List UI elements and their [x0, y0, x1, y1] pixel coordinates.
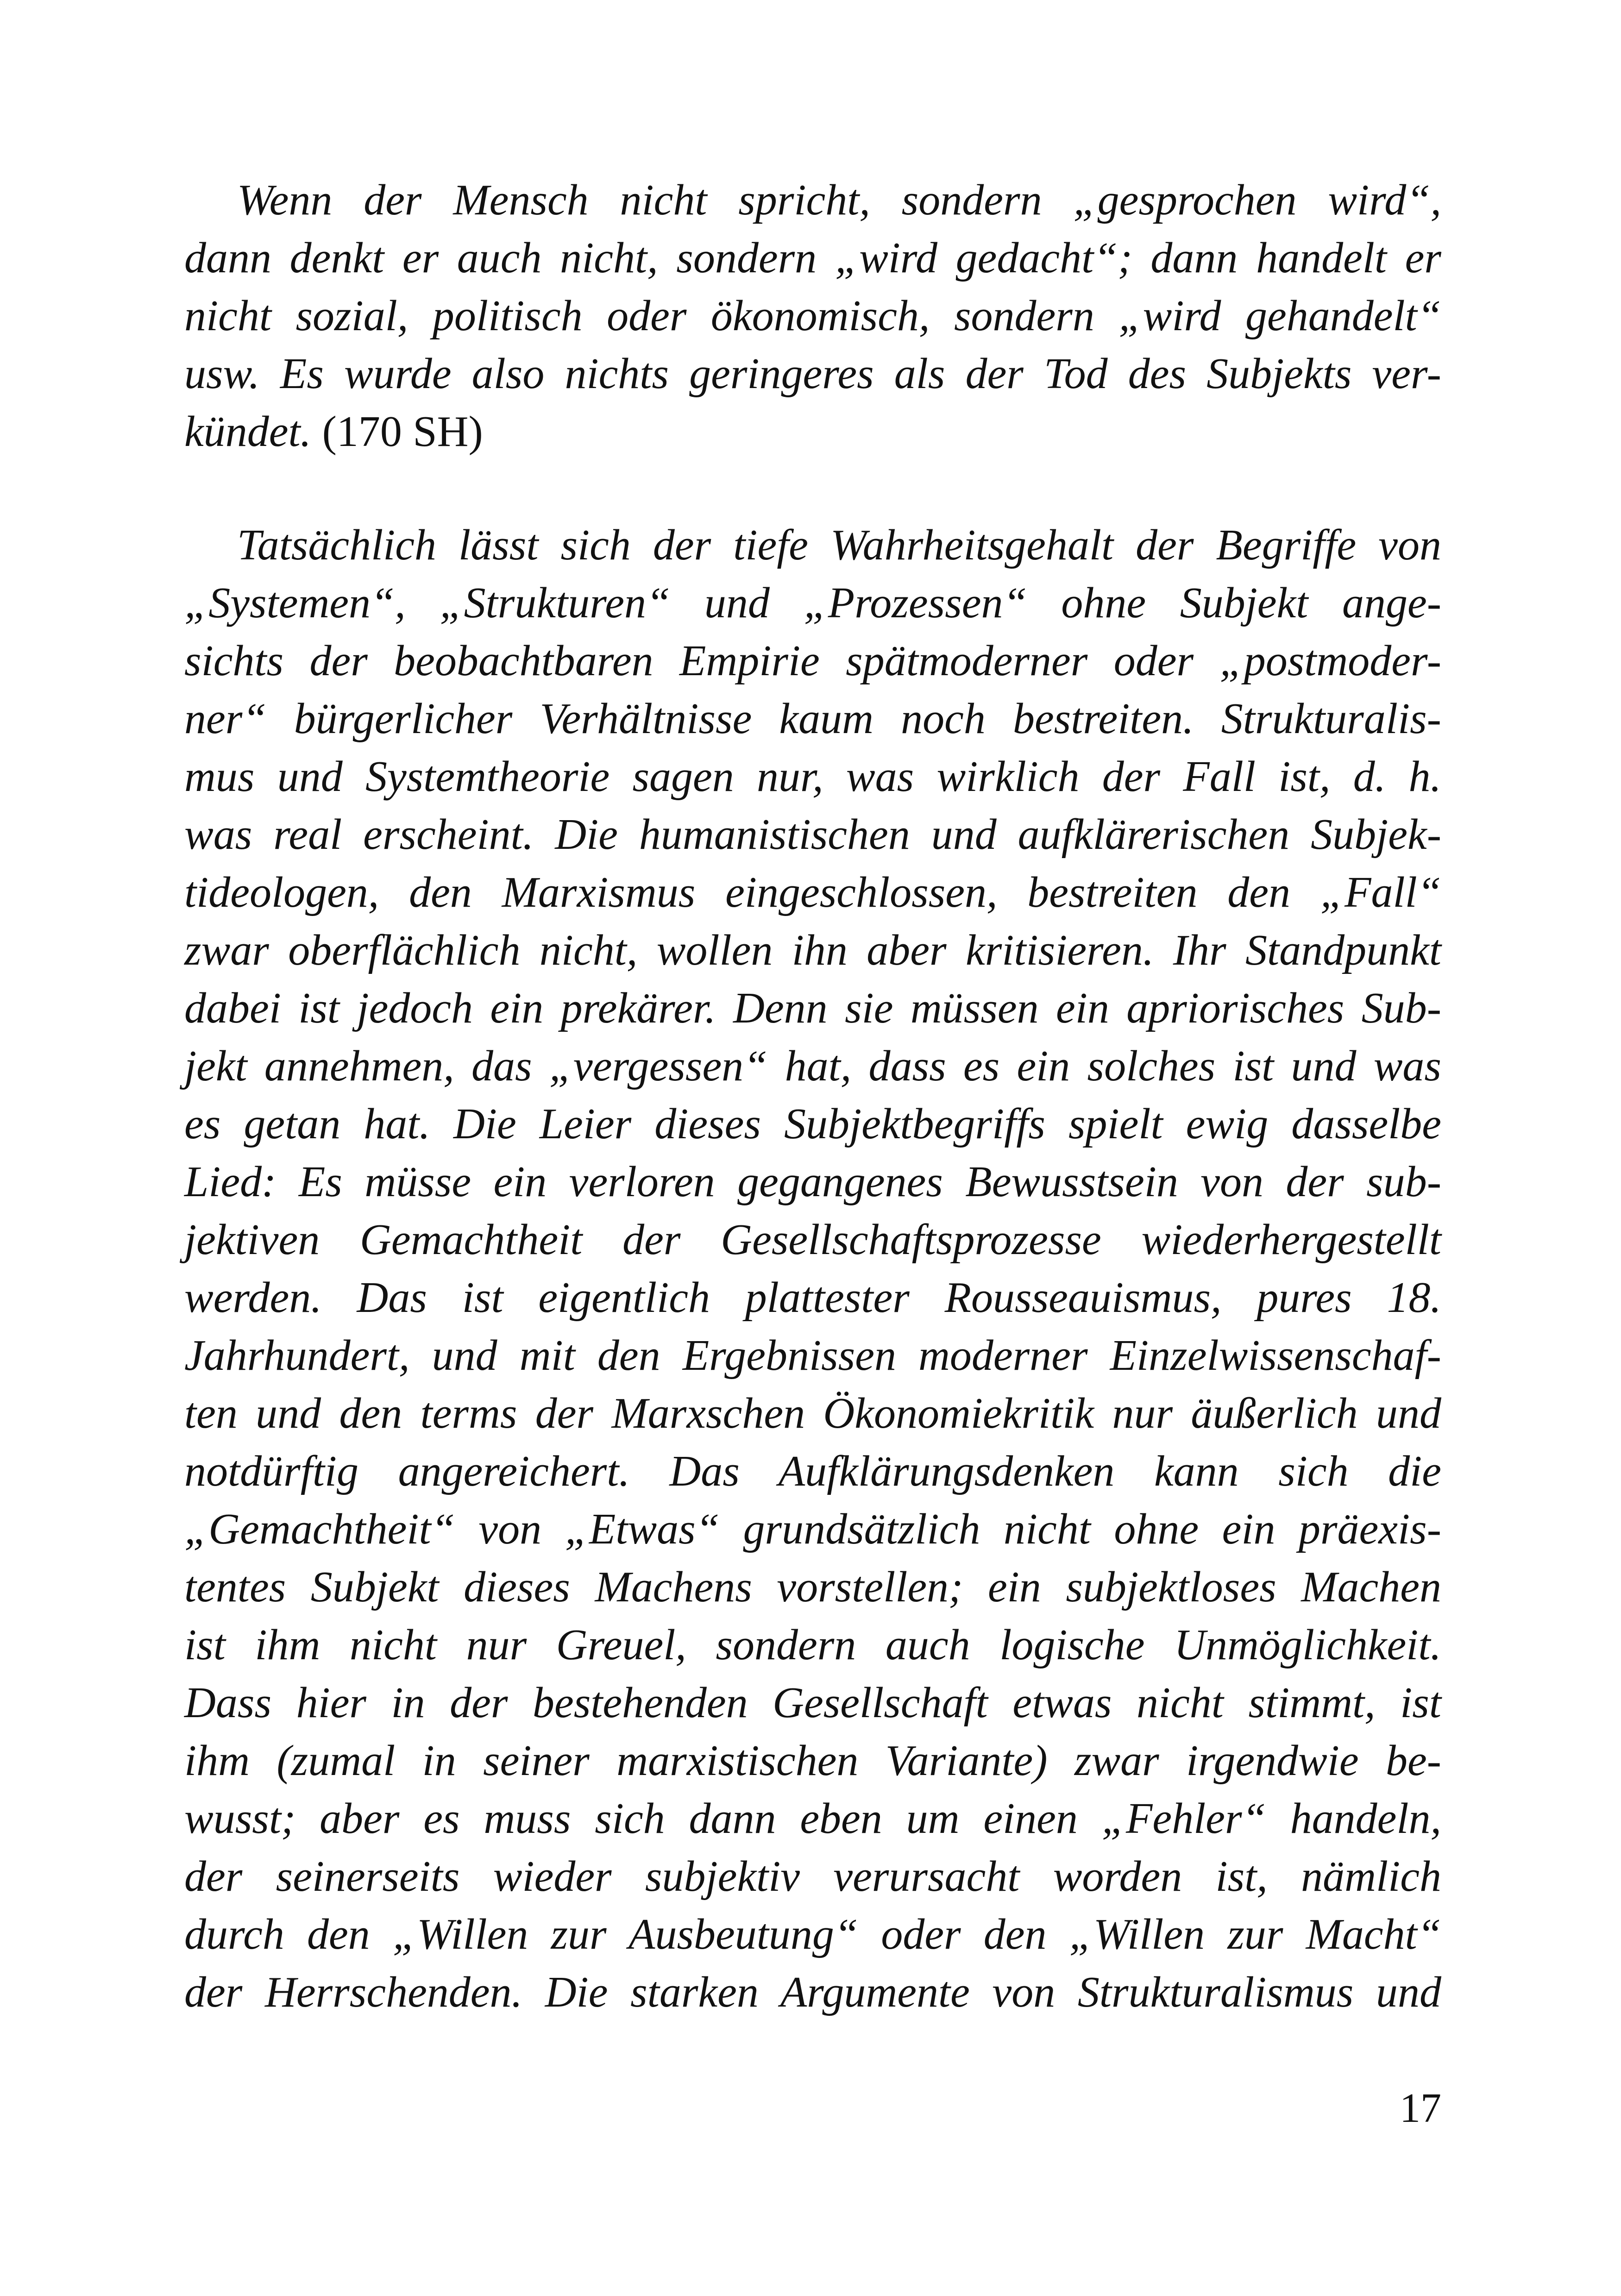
body-line: durch den „Willen zur Ausbeutung“ oder den „Willen zur Macht“	[184, 1910, 1441, 1958]
body-line: dabei ist jedoch ein prekärer. Denn sie müssen ein apriorisches Sub-	[184, 984, 1441, 1032]
quote-line: Wenn der Mensch nicht spricht, sondern „gesprochen wird“,	[237, 176, 1441, 224]
body-line: der Herrschenden. Die starken Argumente von Strukturalismus und	[184, 1968, 1441, 2016]
body-line: Jahrhundert, und mit den Ergebnissen moderner Einzelwissenschaf-	[184, 1331, 1441, 1380]
body-line: „Gemachtheit“ von „Etwas“ grundsätzlich nicht ohne ein präexis-	[184, 1505, 1441, 1553]
body-line: ner“ bürgerlicher Verhältnisse kaum noch bestreiten. Strukturalis-	[184, 695, 1441, 743]
body-line: tentes Subjekt dieses Machens vorstellen; ein subjektloses Machen	[184, 1563, 1441, 1611]
body-line: sichts der beobachtbaren Empirie spätmoderner oder „postmoder-	[184, 637, 1441, 685]
body-line: jektiven Gemachtheit der Gesellschaftsprozesse wiederhergestellt	[184, 1216, 1441, 1264]
quote-line: kündet.	[184, 408, 312, 456]
body-line: es getan hat. Die Leier dieses Subjektbegriffs spielt ewig dasselbe	[184, 1100, 1441, 1148]
quote-last-line	[184, 403, 1441, 461]
body-paragraph	[184, 516, 1441, 2021]
body-line: „Systemen“, „Strukturen“ und „Prozessen“ ohne Subjekt ange-	[184, 579, 1441, 627]
page-number: 17	[1400, 2085, 1441, 2131]
body-line: Lied: Es müsse ein verloren gegangenes Bewusstsein von der sub-	[184, 1158, 1441, 1206]
body-line: tideologen, den Marxismus eingeschlossen, bestreiten den „Fall“	[184, 868, 1441, 916]
body-line: jekt annehmen, das „vergessen“ hat, dass es ein solches ist und was	[184, 1042, 1441, 1090]
body-line: ten und den terms der Marxschen Ökonomiekritik nur äußerlich und	[184, 1389, 1441, 1437]
body-line: ihm (zumal in seiner marxistischen Variante) zwar irgendwie be-	[184, 1737, 1441, 1785]
body-line: wusst; aber es muss sich dann eben um einen „Fehler“ handeln,	[184, 1794, 1441, 1843]
quote-citation: (170 SH)	[322, 408, 483, 456]
block-quote	[184, 171, 1441, 461]
body-line: notdürftig angereichert. Das Aufklärungsdenken kann sich die	[184, 1447, 1441, 1495]
body-line: zwar oberflächlich nicht, wollen ihn aber kritisieren. Ihr Standpunkt	[184, 926, 1441, 974]
body-line: mus und Systemtheorie sagen nur, was wirklich der Fall ist, d. h.	[184, 753, 1441, 801]
quote-line: usw. Es wurde also nichts geringeres als der Tod des Subjekts ver-	[184, 350, 1441, 398]
body-line: werden. Das ist eigentlich plattester Rousseauismus, pures 18.	[184, 1273, 1441, 1322]
body-line: was real erscheint. Die humanistischen und aufklärerischen Subjek-	[184, 810, 1441, 859]
body-line: der seinerseits wieder subjektiv verursacht worden ist, nämlich	[184, 1852, 1441, 1901]
body-line: Tatsächlich lässt sich der tiefe Wahrheitsgehalt der Begriffe von	[237, 521, 1441, 569]
body-line: Dass hier in der bestehenden Gesellschaft etwas nicht stimmt, ist	[184, 1679, 1441, 1727]
quote-line: nicht sozial, politisch oder ökonomisch, sondern „wird gehandelt“	[184, 292, 1441, 340]
quote-line: dann denkt er auch nicht, sondern „wird gedacht“; dann handelt er	[184, 234, 1441, 282]
body-line: ist ihm nicht nur Greuel, sondern auch logische Unmöglichkeit.	[184, 1621, 1441, 1669]
